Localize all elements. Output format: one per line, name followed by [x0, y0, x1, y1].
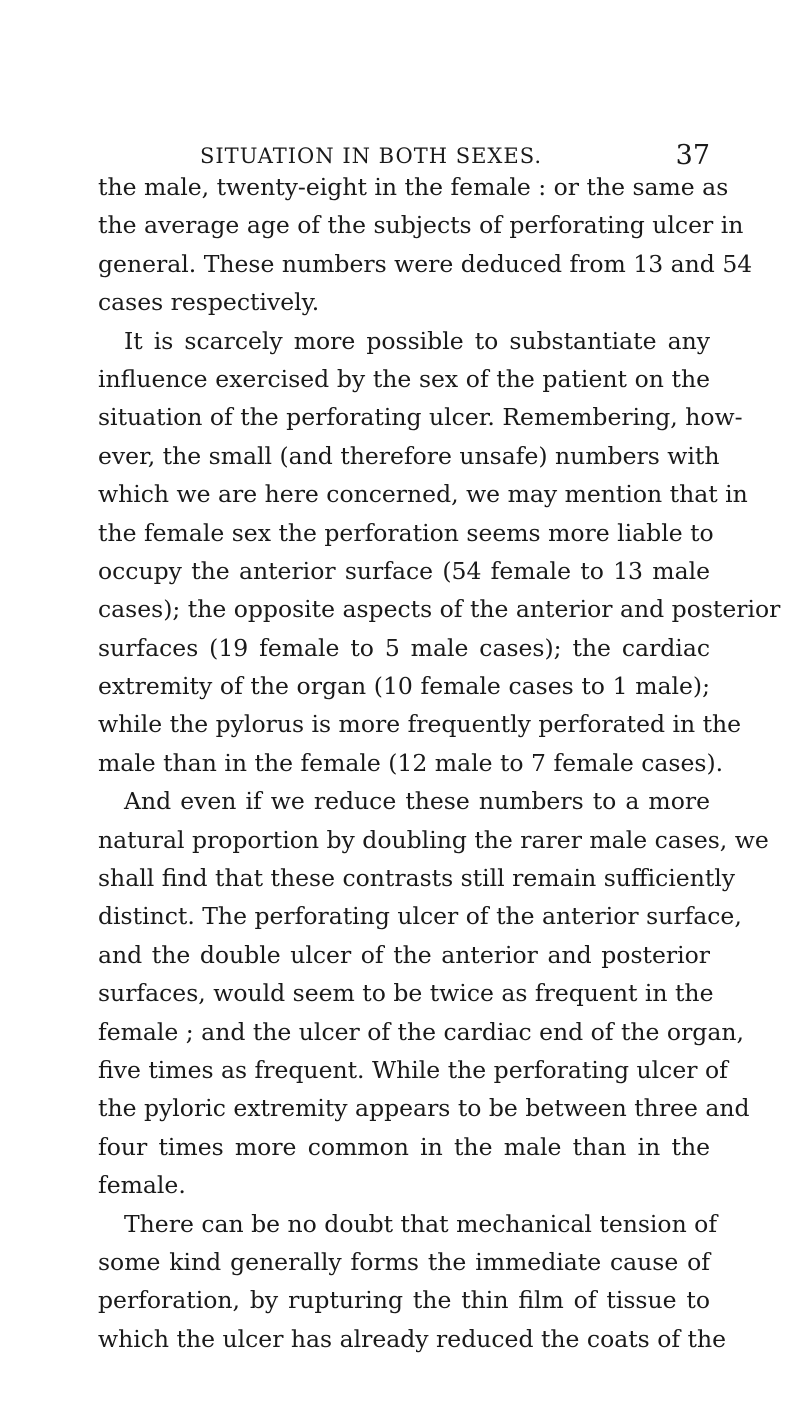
- text-line: some kind generally forms the immediate cause of: [98, 1247, 710, 1276]
- text-line: ever, the small (and therefore unsafe) numbers with: [98, 441, 720, 470]
- text-line: There can be no doubt that mechanical tension of: [124, 1209, 718, 1238]
- text-line: the pyloric extremity appears to be between three and: [98, 1094, 750, 1123]
- text-line: situation of the perforating ulcer. Remembering, how-: [98, 403, 743, 432]
- text-line: extremity of the organ (10 female cases to 1 male);: [98, 672, 710, 701]
- text-line: cases); the opposite aspects of the anterior and posterior: [98, 595, 781, 624]
- text-line: natural proportion by doubling the rarer male cases, we: [98, 825, 769, 854]
- text-line: distinct. The perforating ulcer of the anterior surface,: [98, 902, 742, 931]
- text-line: the average age of the subjects of perforating ulcer in: [98, 211, 744, 240]
- text-line: occupy the anterior surface (54 female to 13 male: [98, 556, 710, 585]
- text-line: shall find that these contrasts still remain sufficiently: [98, 864, 736, 893]
- text-line: four times more common in the male than in the: [98, 1132, 710, 1161]
- text-line: the female sex the perforation seems more liable to: [98, 518, 714, 547]
- text-line: which we are here concerned, we may mention that in: [98, 480, 748, 509]
- text-line: surfaces, would seem to be twice as frequent in the: [98, 979, 714, 1008]
- running-head: SITUATION IN BOTH SEXES.: [200, 144, 543, 168]
- text-line: and the double ulcer of the anterior and posterior: [98, 940, 710, 969]
- text-line: while the pylorus is more frequently perforated in the: [98, 710, 742, 739]
- text-line: perforation, by rupturing the thin film of tissue to: [98, 1286, 710, 1315]
- text-line: general. These numbers were deduced from 13 and 54: [98, 249, 753, 278]
- text-line: female ; and the ulcer of the cardiac end of the organ,: [98, 1017, 744, 1046]
- body-text: [98, 168, 781, 1358]
- text-line: five times as frequent. While the perforating ulcer of: [98, 1055, 728, 1084]
- text-line: female.: [98, 1171, 186, 1200]
- text-line: the male, twenty-eight in the female : or the same as: [98, 173, 729, 201]
- text-line: influence exercised by the sex of the patient on the: [98, 364, 710, 393]
- text-line: male than in the female (12 male to 7 female cases).: [98, 748, 724, 777]
- text-line: which the ulcer has already reduced the coats of the: [98, 1324, 727, 1353]
- text-line: cases respectively.: [98, 288, 320, 317]
- text-line: surfaces (19 female to 5 male cases); the cardiac: [98, 633, 710, 662]
- text-line: It is scarcely more possible to substantiate any: [124, 326, 710, 355]
- page-number: 37: [675, 140, 710, 171]
- text-line: And even if we reduce these numbers to a more: [124, 787, 710, 816]
